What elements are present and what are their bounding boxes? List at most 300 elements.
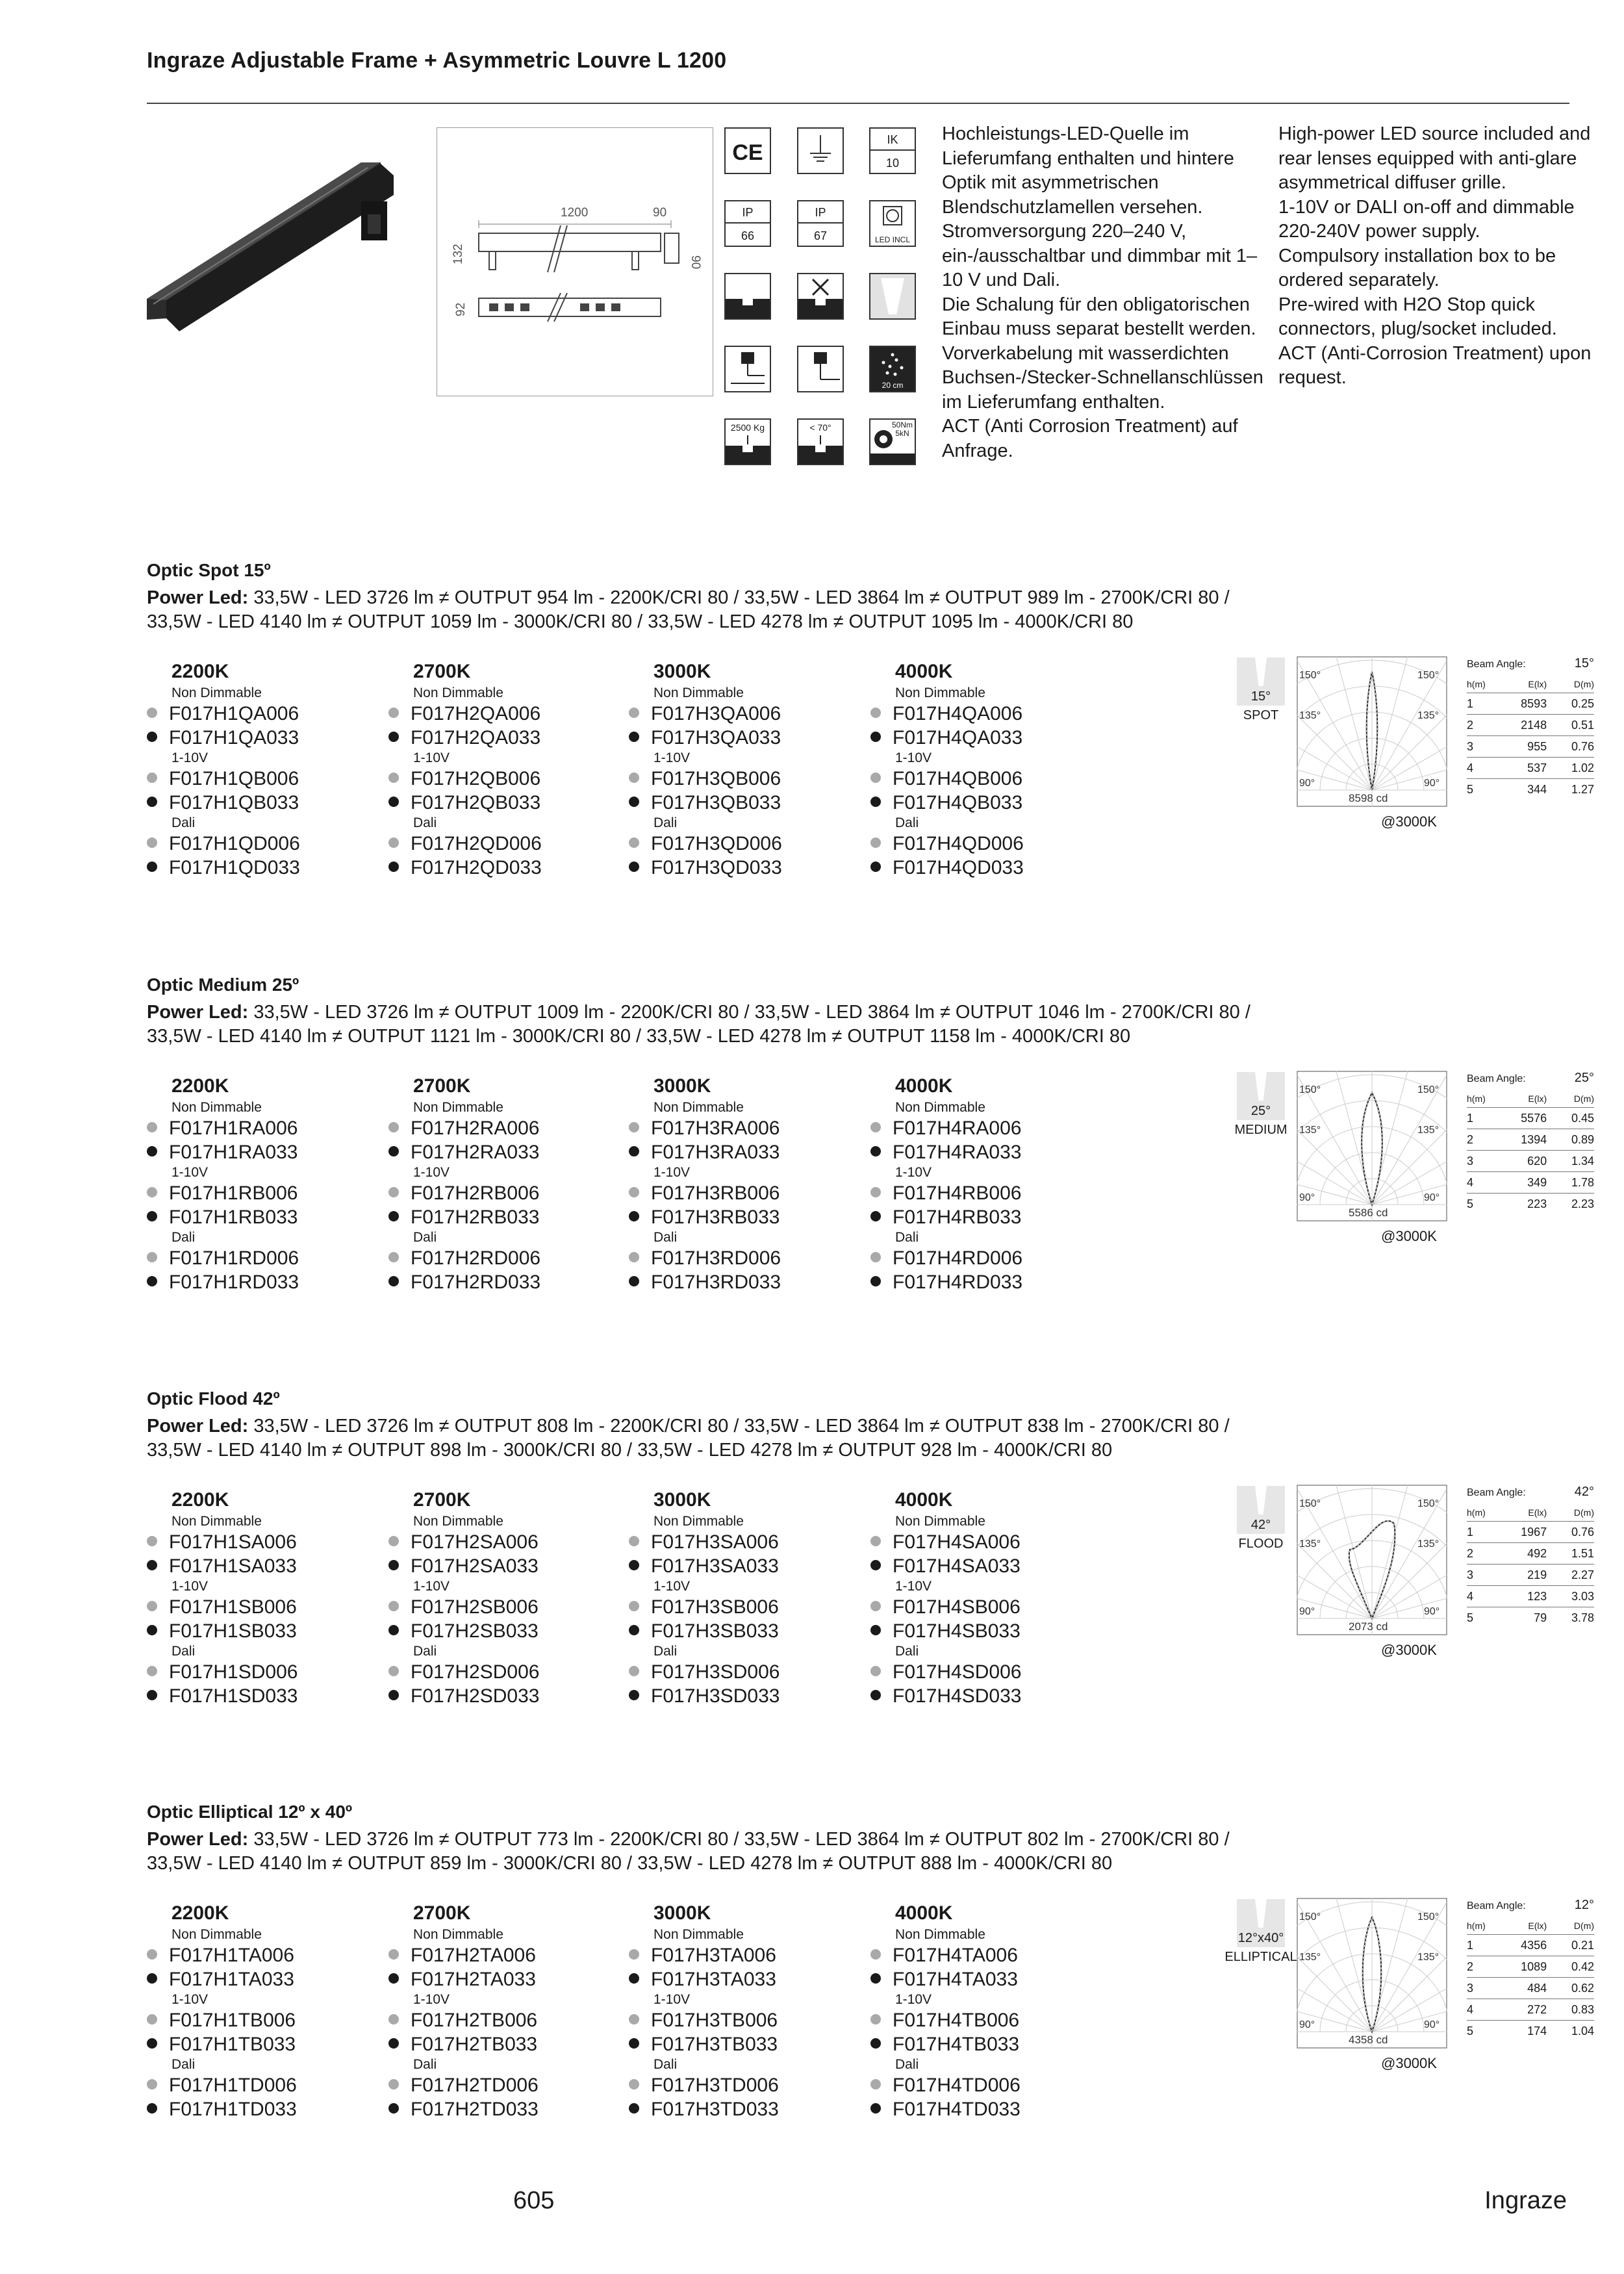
- temperature-column: [870, 659, 1104, 880]
- black-finish-dot-icon: [629, 1211, 639, 1221]
- black-finish-dot-icon: [388, 1625, 399, 1635]
- power-led-info: Power Led: 33,5W - LED 3726 lm ≠ OUTPUT 1009 lm - 2200K/CRI 80 / 33,5W - LED 3864 lm ≠ OUTPUT 1046 lm - 2700K/CRI 80 / 33,5W - LED 4140 lm ≠ OUTPUT 1121 lm - 3000K/CRI 80 / 33,5W - LED 4278 lm ≠ OUTPUT 1158 lm - 4000K/CRI 80: [147, 1002, 1250, 1047]
- grey-finish-dot-icon: [870, 1187, 881, 1197]
- dimming-type: Non Dimmable: [653, 685, 744, 700]
- grey-finish-dot-icon: [629, 837, 639, 848]
- polar-angle-label: 90°: [1299, 1192, 1315, 1203]
- grey-finish-dot-icon: [147, 1187, 157, 1197]
- product-code: F017H4RD006: [870, 1246, 1104, 1270]
- dimming-type: 1-10V: [653, 1165, 691, 1180]
- black-finish-dot-icon: [629, 2038, 639, 2049]
- grey-finish-dot-icon: [388, 1122, 399, 1132]
- black-finish-dot-icon: [388, 797, 399, 807]
- dimming-type: Non Dimmable: [653, 1514, 744, 1529]
- product-code: F017H4TD006: [870, 2073, 1104, 2097]
- black-finish-dot-icon: [388, 2038, 399, 2049]
- beam-table-row: 1 8593 0.25: [1467, 693, 1594, 715]
- dim-height-left: 132: [451, 244, 465, 264]
- polar-angle-label: 90°: [1424, 778, 1440, 789]
- product-code: F017H4SB006: [870, 1595, 1104, 1619]
- product-code: F017H2RD033: [388, 1270, 622, 1294]
- color-temperature: 4000K: [895, 1489, 953, 1511]
- polar-angle-label: 150°: [1299, 1911, 1321, 1923]
- optic-title: Optic Medium 25º: [147, 975, 299, 995]
- color-temperature: 3000K: [653, 1075, 711, 1097]
- product-code: F017H1TB006: [147, 2008, 381, 2032]
- dimming-type: 1-10V: [653, 1992, 691, 2007]
- power-led-info: Power Led: 33,5W - LED 3726 lm ≠ OUTPUT 773 lm - 2200K/CRI 80 / 33,5W - LED 3864 lm ≠ OUTPUT 802 lm - 2700K/CRI 80 / 33,5W - LED 4140 lm ≠ OUTPUT 859 lm - 3000K/CRI 80 / 33,5W - LED 4278 lm ≠ OUTPUT 888 lm - 4000K/CRI 80: [147, 1829, 1230, 1874]
- black-finish-dot-icon: [870, 862, 881, 872]
- grey-finish-dot-icon: [388, 1949, 399, 1960]
- dimming-type: Dali: [653, 2057, 678, 2072]
- polar-angle-label: 150°: [1417, 1911, 1440, 1923]
- product-code: F017H3QD033: [629, 856, 863, 880]
- grey-finish-dot-icon: [388, 773, 399, 783]
- product-code: F017H2SB006: [388, 1595, 622, 1619]
- product-code: F017H3SD033: [629, 1684, 863, 1708]
- optic-type-icon: 25° MEDIUM: [1219, 1072, 1303, 1138]
- polar-diagram: [1297, 1898, 1447, 2049]
- product-code: F017H4SA033: [870, 1554, 1104, 1578]
- dimming-type: Dali: [653, 1230, 678, 1245]
- color-temperature: 2700K: [413, 1489, 471, 1511]
- optic-title: Optic Spot 15º: [147, 560, 271, 580]
- color-temp-note: @3000K: [1381, 1228, 1437, 1244]
- black-finish-dot-icon: [147, 797, 157, 807]
- dim-width: 90: [653, 206, 667, 220]
- product-code: F017H2QA006: [388, 702, 622, 726]
- temperature-column: [388, 659, 622, 880]
- optic-type-icon: 15° SPOT: [1219, 658, 1303, 723]
- grey-finish-dot-icon: [388, 837, 399, 848]
- product-code: F017H4QD006: [870, 832, 1104, 856]
- ip67-icon: IP 67: [797, 200, 844, 247]
- dimming-type: Non Dimmable: [895, 685, 985, 700]
- dimming-type: Non Dimmable: [413, 1100, 503, 1115]
- black-finish-dot-icon: [147, 1276, 157, 1286]
- black-finish-dot-icon: [629, 797, 639, 807]
- beam-table-row: 4 272 0.83: [1467, 1999, 1594, 2021]
- power-led-info: Power Led: 33,5W - LED 3726 lm ≠ OUTPUT 954 lm - 2200K/CRI 80 / 33,5W - LED 3864 lm ≠ OUTPUT 989 lm - 2700K/CRI 80 / 33,5W - LED 4140 lm ≠ OUTPUT 1059 lm - 3000K/CRI 80 / 33,5W - LED 4278 lm ≠ OUTPUT 1095 lm - 4000K/CRI 80: [147, 587, 1230, 632]
- dimming-type: Non Dimmable: [895, 1100, 985, 1115]
- black-finish-dot-icon: [147, 732, 157, 742]
- product-code: F017H1SB006: [147, 1595, 381, 1619]
- product-code: F017H3RA006: [629, 1116, 863, 1140]
- ground-icon: [797, 127, 844, 174]
- dimming-type: 1-10V: [413, 750, 450, 765]
- page-number: 605: [513, 2187, 555, 2214]
- beam-table-row: 1 1967 0.76: [1467, 1522, 1594, 1543]
- product-code: F017H2SB033: [388, 1619, 622, 1643]
- polar-angle-label: 150°: [1299, 1498, 1321, 1509]
- product-code: F017H3TA006: [629, 1943, 863, 1967]
- beam-table-row: 3 620 1.34: [1467, 1151, 1594, 1172]
- product-code: F017H3QA006: [629, 702, 863, 726]
- dimming-type: Dali: [895, 815, 919, 830]
- product-code: F017H3QB006: [629, 767, 863, 791]
- dimming-type: Non Dimmable: [171, 1514, 262, 1529]
- polar-angle-label: 90°: [1299, 778, 1315, 789]
- product-code: F017H2SD033: [388, 1684, 622, 1708]
- title-rule: [147, 103, 1569, 104]
- black-finish-dot-icon: [147, 1211, 157, 1221]
- beam-table-row: 5 344 1.27: [1467, 782, 1594, 796]
- polar-angle-label: 150°: [1417, 1498, 1440, 1509]
- black-finish-dot-icon: [388, 2103, 399, 2114]
- dimming-type: Dali: [171, 815, 196, 830]
- polar-angle-label: 135°: [1417, 1952, 1440, 1963]
- dim-height-right: 90: [689, 255, 702, 270]
- grey-finish-dot-icon: [147, 2014, 157, 2025]
- product-code: F017H3SD006: [629, 1660, 863, 1684]
- polar-angle-label: 150°: [1299, 670, 1321, 681]
- dimming-type: Non Dimmable: [895, 1927, 985, 1942]
- black-finish-dot-icon: [147, 2038, 157, 2049]
- dimming-type: Dali: [653, 1644, 678, 1659]
- beam-angle-table: Beam Angle: 42° h(m) E(lx) D(m) 1 1967 0.76 2 492 1.51 3 219 2.27 4 123 3.03 5 79 3.78: [1467, 1485, 1594, 1628]
- grey-finish-dot-icon: [629, 1666, 639, 1676]
- grey-finish-dot-icon: [870, 1949, 881, 1960]
- product-code: F017H2TA006: [388, 1943, 622, 1967]
- grey-finish-dot-icon: [629, 1949, 639, 1960]
- candela-value: 4358 cd: [1349, 2034, 1388, 2046]
- grey-finish-dot-icon: [147, 1601, 157, 1611]
- polar-angle-label: 135°: [1417, 1539, 1440, 1550]
- grey-finish-dot-icon: [870, 1601, 881, 1611]
- grey-finish-dot-icon: [147, 708, 157, 718]
- beam-table-row: 5 79 3.78: [1467, 1611, 1594, 1624]
- polar-angle-label: 90°: [1424, 2019, 1440, 2030]
- light-beam-icon: [869, 273, 916, 320]
- temperature-column: [870, 1073, 1104, 1294]
- product-code: F017H3TD033: [629, 2097, 863, 2121]
- grey-finish-dot-icon: [147, 1536, 157, 1546]
- grey-finish-dot-icon: [147, 1949, 157, 1960]
- product-code: F017H4TB033: [870, 2032, 1104, 2056]
- description-en: High-power LED source included and rear lenses equipped with anti-glare asymmetrical diffuser grille. 1-10V or DALI on-off and dimmable 220-240V power supply. Compulsory installation box to be ordered separately. Pre-wired with H2O Stop quick connectors, plug/socket included. ACT (Anti-Corrosion Treatment) upon request.: [1278, 123, 1592, 388]
- grey-finish-dot-icon: [629, 1601, 639, 1611]
- grey-finish-dot-icon: [388, 1187, 399, 1197]
- temperature-column: [629, 1487, 863, 1708]
- product-code: F017H1TD006: [147, 2073, 381, 2097]
- grey-finish-dot-icon: [147, 773, 157, 783]
- black-finish-dot-icon: [147, 862, 157, 872]
- certification-icons: [721, 127, 929, 478]
- beam-table-row: 1 5576 0.45: [1467, 1108, 1594, 1129]
- dimming-type: Dali: [895, 1230, 919, 1245]
- dimming-type: Dali: [895, 2057, 919, 2072]
- polar-diagram: [1297, 1071, 1447, 1221]
- product-code: F017H3TB033: [629, 2032, 863, 2056]
- polar-angle-label: 90°: [1299, 2019, 1315, 2030]
- dimming-type: 1-10V: [171, 1992, 209, 2007]
- product-code: F017H3TB006: [629, 2008, 863, 2032]
- black-finish-dot-icon: [147, 1973, 157, 1984]
- product-code: F017H1RB033: [147, 1205, 381, 1229]
- beam-table-row: 5 174 1.04: [1467, 2024, 1594, 2038]
- beam-table-row: 2 2148 0.51: [1467, 715, 1594, 736]
- product-code: F017H2RA033: [388, 1140, 622, 1164]
- spacing-icon: 20 cm: [869, 346, 916, 392]
- color-temperature: 4000K: [895, 1075, 953, 1097]
- product-code: F017H2TD033: [388, 2097, 622, 2121]
- black-finish-dot-icon: [388, 862, 399, 872]
- color-temperature: 2700K: [413, 661, 471, 682]
- grey-finish-dot-icon: [388, 708, 399, 718]
- polar-diagram: [1297, 656, 1447, 807]
- black-finish-dot-icon: [629, 1146, 639, 1156]
- product-code: F017H2SA006: [388, 1530, 622, 1554]
- color-temperature: 2200K: [171, 1075, 229, 1097]
- product-code: F017H1RA033: [147, 1140, 381, 1164]
- beam-table-row: 5 223 2.23: [1467, 1197, 1594, 1210]
- black-finish-dot-icon: [629, 1690, 639, 1700]
- color-temperature: 2200K: [171, 1489, 229, 1511]
- black-finish-dot-icon: [388, 1276, 399, 1286]
- product-code: F017H1QA006: [147, 702, 381, 726]
- grey-finish-dot-icon: [388, 1252, 399, 1262]
- product-code: F017H2RB033: [388, 1205, 622, 1229]
- beam-table-row: 3 955 0.76: [1467, 736, 1594, 758]
- black-finish-dot-icon: [147, 1625, 157, 1635]
- dimming-type: 1-10V: [171, 1579, 209, 1594]
- grey-finish-dot-icon: [870, 2014, 881, 2025]
- black-finish-dot-icon: [870, 1276, 881, 1286]
- color-temp-note: @3000K: [1381, 2055, 1437, 2071]
- dimming-type: Non Dimmable: [653, 1100, 744, 1115]
- black-finish-dot-icon: [629, 1973, 639, 1984]
- black-finish-dot-icon: [870, 732, 881, 742]
- product-code: F017H4TB006: [870, 2008, 1104, 2032]
- temperature-column: [870, 1900, 1104, 2121]
- optic-title: Optic Elliptical 12º x 40º: [147, 1802, 353, 1822]
- temperature-column: [388, 1073, 622, 1294]
- product-code: F017H4SD033: [870, 1684, 1104, 1708]
- product-code: F017H3QD006: [629, 832, 863, 856]
- color-temperature: 2700K: [413, 1075, 471, 1097]
- grey-finish-dot-icon: [147, 1122, 157, 1132]
- polar-angle-label: 135°: [1299, 1952, 1321, 1963]
- product-code: F017H1SB033: [147, 1619, 381, 1643]
- product-code: F017H4SA006: [870, 1530, 1104, 1554]
- black-finish-dot-icon: [629, 862, 639, 872]
- product-code: F017H1SA006: [147, 1530, 381, 1554]
- black-finish-dot-icon: [147, 1690, 157, 1700]
- product-code: F017H3QB033: [629, 791, 863, 815]
- color-temperature: 2200K: [171, 1902, 229, 1924]
- product-code: F017H1RB006: [147, 1181, 381, 1205]
- dimming-type: Non Dimmable: [171, 685, 262, 700]
- temperature-column: [147, 659, 381, 880]
- beam-table-row: 2 1089 0.42: [1467, 1956, 1594, 1978]
- grey-finish-dot-icon: [629, 1187, 639, 1197]
- product-code: F017H2TD006: [388, 2073, 622, 2097]
- max-angle-icon: < 70°: [797, 418, 844, 465]
- grey-finish-dot-icon: [147, 2079, 157, 2089]
- connector-icon: [797, 346, 844, 392]
- product-code: F017H4QA033: [870, 726, 1104, 750]
- grey-finish-dot-icon: [388, 2079, 399, 2089]
- grey-finish-dot-icon: [870, 773, 881, 783]
- black-finish-dot-icon: [870, 1211, 881, 1221]
- product-code: F017H4TA006: [870, 1943, 1104, 1967]
- product-code: F017H3TA033: [629, 1967, 863, 1991]
- grey-finish-dot-icon: [870, 1666, 881, 1676]
- product-code: F017H4RA006: [870, 1116, 1104, 1140]
- dimming-type: Non Dimmable: [413, 1514, 503, 1529]
- grey-finish-dot-icon: [629, 773, 639, 783]
- product-code: F017H2RA006: [388, 1116, 622, 1140]
- product-code: F017H2QD006: [388, 832, 622, 856]
- candela-value: 5586 cd: [1349, 1207, 1388, 1219]
- temperature-column: [629, 1900, 863, 2121]
- optic-section: [147, 1802, 1608, 2191]
- technical-drawing: [437, 127, 713, 396]
- dimming-type: Dali: [413, 1644, 437, 1659]
- optic-section: [147, 560, 1608, 950]
- dimming-type: Dali: [171, 1230, 196, 1245]
- temperature-column: [388, 1900, 622, 2121]
- product-code: F017H3RB006: [629, 1181, 863, 1205]
- dim-height-bottom: 92: [454, 302, 468, 316]
- black-finish-dot-icon: [388, 732, 399, 742]
- grey-finish-dot-icon: [870, 837, 881, 848]
- beam-angle-table: Beam Angle: 15° h(m) E(lx) D(m) 1 8593 0.25 2 2148 0.51 3 955 0.76 4 537 1.02 5 344 1.27: [1467, 656, 1594, 800]
- power-led-info: Power Led: 33,5W - LED 3726 lm ≠ OUTPUT 808 lm - 2200K/CRI 80 / 33,5W - LED 3864 lm ≠ OUTPUT 838 lm - 2700K/CRI 80 / 33,5W - LED 4140 lm ≠ OUTPUT 898 lm - 3000K/CRI 80 / 33,5W - LED 4278 lm ≠ OUTPUT 928 lm - 4000K/CRI 80: [147, 1416, 1230, 1461]
- grey-finish-dot-icon: [629, 1536, 639, 1546]
- grey-finish-dot-icon: [629, 1252, 639, 1262]
- product-code: F017H1RA006: [147, 1116, 381, 1140]
- product-code: F017H1RD006: [147, 1246, 381, 1270]
- grey-finish-dot-icon: [388, 1536, 399, 1546]
- beam-table-row: 4 123 3.03: [1467, 1586, 1594, 1607]
- grey-finish-dot-icon: [870, 1252, 881, 1262]
- grey-finish-dot-icon: [147, 837, 157, 848]
- product-code: F017H2SD006: [388, 1660, 622, 1684]
- beam-angle-table: Beam Angle: 12° h(m) E(lx) D(m) 1 4356 0.21 2 1089 0.42 3 484 0.62 4 272 0.83 5 174 1.04: [1467, 1898, 1594, 2041]
- polar-angle-label: 135°: [1299, 710, 1321, 721]
- product-code: F017H4RB033: [870, 1205, 1104, 1229]
- polar-angle-label: 135°: [1299, 1125, 1321, 1136]
- color-temperature: 3000K: [653, 661, 711, 682]
- product-code: F017H1QA033: [147, 726, 381, 750]
- black-finish-dot-icon: [388, 1973, 399, 1984]
- color-temperature: 2700K: [413, 1902, 471, 1924]
- product-code: F017H2TB033: [388, 2032, 622, 2056]
- product-code: F017H3RB033: [629, 1205, 863, 1229]
- dimming-type: 1-10V: [413, 1992, 450, 2007]
- black-finish-dot-icon: [870, 1973, 881, 1984]
- color-temperature: 4000K: [895, 661, 953, 682]
- polar-angle-label: 90°: [1299, 1606, 1315, 1617]
- dimming-type: Non Dimmable: [653, 1927, 744, 1942]
- product-code: F017H1QB033: [147, 791, 381, 815]
- color-temperature: 4000K: [895, 1902, 953, 1924]
- product-code: F017H1SA033: [147, 1554, 381, 1578]
- black-finish-dot-icon: [629, 1276, 639, 1286]
- no-cover-icon: [797, 273, 844, 320]
- grey-finish-dot-icon: [147, 1252, 157, 1262]
- beam-table-row: 3 484 0.62: [1467, 1978, 1594, 1999]
- grey-finish-dot-icon: [147, 1666, 157, 1676]
- optic-type-icon: 42° FLOOD: [1219, 1486, 1303, 1552]
- candela-value: 8598 cd: [1349, 792, 1388, 804]
- product-code: F017H1SD033: [147, 1684, 381, 1708]
- polar-angle-label: 135°: [1417, 710, 1440, 721]
- product-code: F017H2QD033: [388, 856, 622, 880]
- ik-rating-icon: IK 10: [869, 127, 916, 174]
- dimming-type: Non Dimmable: [171, 1100, 262, 1115]
- product-code: F017H1QD006: [147, 832, 381, 856]
- product-code: F017H1SD006: [147, 1660, 381, 1684]
- recessed-floor-icon: [724, 273, 771, 320]
- dimming-type: 1-10V: [895, 750, 932, 765]
- black-finish-dot-icon: [388, 1690, 399, 1700]
- polar-diagram: [1297, 1485, 1447, 1635]
- dimming-type: Non Dimmable: [413, 685, 503, 700]
- temperature-column: [147, 1487, 381, 1708]
- product-code: F017H4TA033: [870, 1967, 1104, 1991]
- product-code: F017H4QB033: [870, 791, 1104, 815]
- grey-finish-dot-icon: [870, 2079, 881, 2089]
- polar-angle-label: 135°: [1299, 1539, 1321, 1550]
- temperature-column: [388, 1487, 622, 1708]
- ip66-icon: IP 66: [724, 200, 771, 247]
- polar-angle-label: 150°: [1417, 670, 1440, 681]
- beam-angle-table: Beam Angle: 25° h(m) E(lx) D(m) 1 5576 0.45 2 1394 0.89 3 620 1.34 4 349 1.78 5 223 2.23: [1467, 1071, 1594, 1214]
- product-code: F017H2QA033: [388, 726, 622, 750]
- wiring-icon: [724, 346, 771, 392]
- grey-finish-dot-icon: [870, 1536, 881, 1546]
- polar-angle-label: 150°: [1417, 1084, 1440, 1095]
- optic-title: Optic Flood 42º: [147, 1388, 280, 1409]
- black-finish-dot-icon: [870, 2038, 881, 2049]
- polar-angle-label: 135°: [1417, 1125, 1440, 1136]
- product-code: F017H3QA033: [629, 726, 863, 750]
- product-code: F017H2RD006: [388, 1246, 622, 1270]
- temperature-column: [629, 659, 863, 880]
- beam-table-row: 4 349 1.78: [1467, 1172, 1594, 1194]
- page-title: Ingraze Adjustable Frame + Asymmetric Louvre L 1200: [147, 48, 727, 73]
- product-code: F017H2TB006: [388, 2008, 622, 2032]
- grey-finish-dot-icon: [870, 1122, 881, 1132]
- temperature-column: [147, 1073, 381, 1294]
- beam-table-row: 2 1394 0.89: [1467, 1129, 1594, 1151]
- dimming-type: 1-10V: [171, 1165, 209, 1180]
- optic-type-icon: 12°x40° ELLIPTICAL: [1219, 1899, 1303, 1965]
- dimming-type: 1-10V: [171, 750, 209, 765]
- product-code: F017H3RD033: [629, 1270, 863, 1294]
- product-code: F017H2QB006: [388, 767, 622, 791]
- color-temperature: 2200K: [171, 661, 229, 682]
- dimming-type: 1-10V: [653, 1579, 691, 1594]
- grey-finish-dot-icon: [388, 1666, 399, 1676]
- product-code: F017H4SD006: [870, 1660, 1104, 1684]
- dimming-type: Non Dimmable: [895, 1514, 985, 1529]
- black-finish-dot-icon: [388, 1211, 399, 1221]
- product-code: F017H4QD033: [870, 856, 1104, 880]
- black-finish-dot-icon: [870, 1146, 881, 1156]
- product-code: F017H3TD006: [629, 2073, 863, 2097]
- product-code: F017H4QB006: [870, 767, 1104, 791]
- beam-table-row: 3 219 2.27: [1467, 1565, 1594, 1586]
- black-finish-dot-icon: [147, 2103, 157, 2114]
- color-temperature: 3000K: [653, 1902, 711, 1924]
- beam-table-row: 2 492 1.51: [1467, 1543, 1594, 1565]
- product-code: F017H4SB033: [870, 1619, 1104, 1643]
- dim-length: 1200: [561, 206, 589, 220]
- load-2500kg-icon: 2500 Kg: [724, 418, 771, 465]
